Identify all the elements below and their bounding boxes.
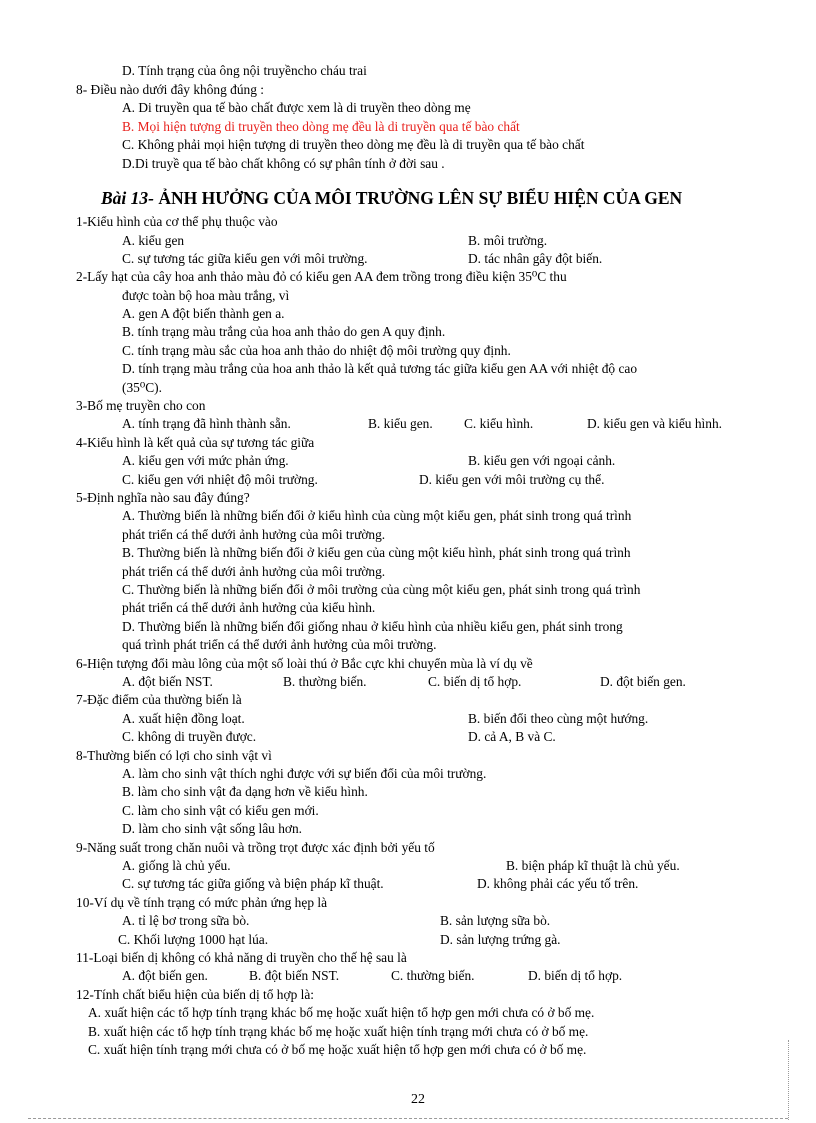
question-11: 11-Loại biến dị không có khả năng di truyền cho thế hệ sau là (76, 950, 407, 965)
q3-option-c: C. kiểu hình. (464, 416, 534, 431)
question-12: 12-Tính chất biểu hiện của biến dị tổ hợp là: (76, 987, 315, 1002)
q4-option-d: D. kiểu gen với môi trường cụ thể. (419, 472, 605, 487)
lesson-title (101, 186, 682, 210)
q10-option-b: B. sản lượng sữa bò. (440, 913, 551, 928)
prev-option-d: D.Di truyề qua tế bào chất không có sự phân tính ở đời sau . (122, 156, 445, 171)
q12-option-c: C. xuất hiện tính trạng mới chưa có ở bố mẹ hoặc xuất hiện tổ hợp gen mới chưa có ở bố mẹ. (88, 1042, 587, 1057)
q11-option-d: D. biến dị tổ hợp. (528, 968, 623, 983)
q11-option-a: A. đột biến gen. (122, 968, 208, 983)
q9-option-a: A. giống là chủ yếu. (122, 858, 231, 873)
q5-option-a-continued: phát triển cá thể dưới ảnh hưởng của môi trường. (122, 527, 386, 542)
q1-option-d: D. tác nhân gây đột biến. (468, 251, 603, 266)
q1-option-b: B. môi trường. (468, 233, 548, 248)
footer-divider (28, 1118, 788, 1119)
q4-option-a: A. kiểu gen với mức phản ứng. (122, 453, 289, 468)
question-5: 5-Định nghĩa nào sau đây đúng? (76, 490, 250, 505)
prev-option-b-answer: B. Mọi hiện tượng di truyền theo dòng mẹ đều là di truyền qua tế bào chất (122, 119, 520, 134)
prev-option-d7: D. Tính trạng của ông nội truyềncho cháu trai (122, 63, 367, 78)
lesson-number: Bài 13- (101, 188, 154, 208)
q10-option-c: C. Khối lượng 1000 hạt lúa. (118, 932, 269, 947)
q7-option-a: A. xuất hiện đồng loạt. (122, 711, 245, 726)
q4-option-b: B. kiểu gen với ngoại cảnh. (468, 453, 616, 468)
question-7: 7-Đặc điểm của thường biến là (76, 692, 242, 707)
q7-option-c: C. không di truyền được. (122, 729, 257, 744)
q7-option-d: D. cả A, B và C. (468, 729, 556, 744)
q6-option-c: C. biến dị tổ hợp. (428, 674, 522, 689)
q2-option-c: C. tính trạng màu sắc của hoa anh thảo do nhiệt độ môi trường quy định. (122, 343, 511, 358)
q12-option-a: A. xuất hiện các tổ hợp tính trạng khác bố mẹ hoặc xuất hiện tổ hợp gen mới chưa có ở bố mẹ. (88, 1005, 595, 1020)
question-4: 4-Kiểu hình là kết quả của sự tương tác giữa (76, 435, 315, 450)
prev-option-a: A. Di truyền qua tế bào chất được xem là di truyền theo dòng mẹ (122, 100, 471, 115)
question-1: 1-Kiểu hình của cơ thể phụ thuộc vào (76, 214, 278, 229)
q4-option-c: C. kiểu gen với nhiệt độ môi trường. (122, 472, 318, 487)
prev-option-c: C. Không phải mọi hiện tượng di truyền theo dòng mẹ đều là di truyền qua tế bào chất (122, 137, 585, 152)
q5-option-b: B. Thường biến là những biến đổi ở kiểu gen của cùng một kiểu hình, phát sinh trong quá trình (122, 545, 631, 560)
q6-option-b: B. thường biến. (283, 674, 367, 689)
question-3: 3-Bố mẹ truyền cho con (76, 398, 206, 413)
q8-option-d: D. làm cho sinh vật sống lâu hơn. (122, 821, 303, 836)
question-6: 6-Hiện tượng đổi màu lông của một số loài thú ở Bắc cực khi chuyển mùa là ví dụ về (76, 656, 533, 671)
q7-option-b: B. biến đổi theo cùng một hướng. (468, 711, 649, 726)
q2-option-a: A. gen A đột biến thành gen a. (122, 306, 285, 321)
q8-option-a: A. làm cho sinh vật thích nghi được với sự biến đổi của môi trường. (122, 766, 487, 781)
q3-option-b: B. kiểu gen. (368, 416, 433, 431)
q9-option-b: B. biện pháp kĩ thuật là chủ yếu. (506, 858, 680, 873)
q9-option-c: C. sự tương tác giữa giống và biện pháp kĩ thuật. (122, 876, 384, 891)
q5-option-a: A. Thường biến là những biến đổi ở kiểu hình của cùng một kiểu gen, phát sinh trong quá trình (122, 508, 632, 523)
q11-option-c: C. thường biến. (391, 968, 475, 983)
question-9: 9-Năng suất trong chăn nuôi và trồng trọt được xác định bởi yếu tố (76, 840, 435, 855)
q10-option-a: A. tỉ lệ bơ trong sữa bò. (122, 913, 250, 928)
question-10: 10-Ví dụ về tính trạng có mức phản ứng hẹp là (76, 895, 328, 910)
q3-option-d: D. kiểu gen và kiểu hình. (587, 416, 722, 431)
q12-option-b: B. xuất hiện các tổ hợp tính trạng khác bố mẹ hoặc xuất hiện tính trạng mới chưa có ở bố mẹ. (88, 1024, 589, 1039)
question-2-continued: được toàn bộ hoa màu trắng, vì (122, 288, 290, 303)
footer-corner-mark (788, 1040, 789, 1120)
q5-option-b-continued: phát triển cá thể dưới ảnh hưởng của môi trường. (122, 564, 386, 579)
page-number: 22 (411, 1092, 425, 1107)
q5-option-c-continued: phát triển cá thể dưới ảnh hưởng của kiểu hình. (122, 600, 376, 615)
q2-option-d-continued: (35⁰C). (122, 380, 162, 395)
question-8: 8-Thường biến có lợi cho sinh vật vì (76, 748, 272, 763)
q8-option-c: C. làm cho sinh vật có kiểu gen mới. (122, 803, 319, 818)
q2-option-b: B. tính trạng màu trắng của hoa anh thảo do gen A quy định. (122, 324, 446, 339)
q8-option-b: B. làm cho sinh vật đa dạng hơn về kiểu hình. (122, 784, 368, 799)
q5-option-d: D. Thường biến là những biến đổi giống nhau ở kiểu hình của nhiều kiểu gen, phát sinh trong (122, 619, 623, 634)
q3-option-a: A. tính trạng đã hình thành sẵn. (122, 416, 291, 431)
q1-option-a: A. kiểu gen (122, 233, 185, 248)
q5-option-c: C. Thường biến là những biến đổi ở môi trường của cùng một kiểu gen, phát sinh trong quá trình (122, 582, 641, 597)
q1-option-c: C. sự tương tác giữa kiểu gen với môi trường. (122, 251, 368, 266)
q11-option-b: B. đột biến NST. (249, 968, 340, 983)
question-2: 2-Lấy hạt của cây hoa anh thảo màu đỏ có kiểu gen AA đem trồng trong điều kiện 35⁰C thu (76, 269, 567, 284)
q6-option-a: A. đột biến NST. (122, 674, 213, 689)
q5-option-d-continued: quá trình phát triển cá thể dưới ảnh hưởng của môi trường. (122, 637, 437, 652)
lesson-heading: ẢNH HƯỞNG CỦA MÔI TRƯỜNG LÊN SỰ BIỂU HIỆN CỦA GEN (154, 188, 683, 208)
q2-option-d: D. tính trạng màu trắng của hoa anh thảo là kết quả tương tác giữa kiểu gen AA với nhiệt độ cao (122, 361, 638, 376)
prev-question-8: 8- Điều nào dưới đây không đúng : (76, 82, 265, 97)
q9-option-d: D. không phải các yếu tố trên. (477, 876, 639, 891)
q10-option-d: D. sản lượng trứng gà. (440, 932, 561, 947)
q6-option-d: D. đột biến gen. (600, 674, 686, 689)
